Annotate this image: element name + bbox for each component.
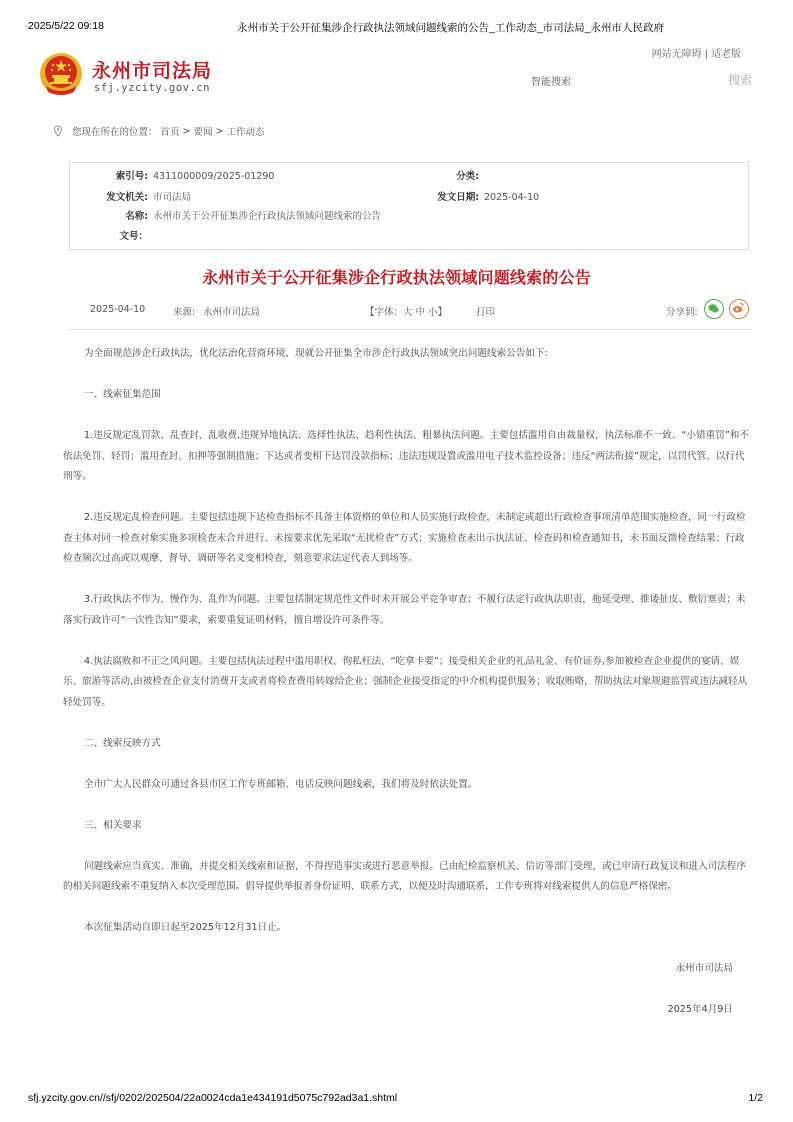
top-links	[652, 45, 741, 60]
site-logo[interactable]	[38, 52, 238, 102]
share-wechat-button[interactable]	[704, 299, 724, 319]
font-size-control	[365, 304, 447, 318]
print-button[interactable]: 打印	[476, 307, 496, 318]
closing-paragraph: 本次征集活动自即日起至2025年12月31日止。	[84, 922, 287, 933]
font-small-button[interactable]: 小	[428, 307, 438, 318]
font-size-label: 【字体：	[365, 307, 404, 318]
accessibility-link[interactable]: 网站无障碍	[651, 49, 702, 60]
print-url: sfj.yzcity.gov.cn//sfj/0202/202504/22a0024cda1e434191d5075c792ad3a1.shtml	[28, 1092, 398, 1104]
share-label: 分享到:	[666, 307, 698, 318]
print-header	[0, 20, 793, 36]
section-heading: 一、线索征集范围	[84, 389, 161, 400]
issuer-value: 市司法局	[153, 192, 192, 203]
font-large-button[interactable]: 大	[403, 307, 413, 318]
article-title: 永州市关于公开征集涉企行政执法领域问题线索的公告	[202, 268, 591, 287]
source-value: 永州市司法局	[203, 307, 261, 318]
item-paragraph: 4.执法腐败和不正之风问题。主要包括执法过程中滥用职权、徇私枉法、“吃拿卡要”；接受相关企业的礼品礼金、有价证券,参加被检查企业提供的宴请、娱乐、旅游等活动,由被检查企业支付消费开支或者将检查费用转嫁给企业；强制企业接受指定的中介机构提供服务；收取贿赂，帮助执法对象规避监管或违法减轻从轻处罚等。	[63, 655, 748, 708]
item-paragraph: 3.行政执法不作为、慢作为、乱作为问题。主要包括制定规范性文件时未开展公平竞争审查；不履行法定行政执法职责，拖延受理、推诿扯皮、敷衍塞责；未落实行政许可“一次性告知”要求，索要重复证明材料，擅自增设许可条件等。	[63, 594, 746, 626]
issuer-label: 发文机关:	[106, 192, 148, 203]
section-heading: 三、相关要求	[84, 819, 142, 831]
search-button[interactable]: 搜索	[728, 73, 753, 87]
sign-date: 2025年4月9日	[667, 1004, 733, 1015]
document-meta-box	[69, 162, 749, 250]
print-page-title: 永州市关于公开征集涉企行政执法领域问题线索的公告_工作动态_市司法局_永州市人民政府	[237, 22, 665, 34]
issue-date-label: 发文日期:	[437, 192, 479, 203]
share-weibo-button[interactable]	[729, 299, 749, 319]
location-pin-icon	[53, 125, 63, 137]
signature: 永州市司法局	[675, 963, 733, 974]
elderly-mode-link[interactable]: 适老版	[711, 49, 741, 60]
item-paragraph: 2.违反规定乱检查问题。主要包括违规下达检查指标不具备主体资格的单位和人员实施行政检查，未制定或超出行政检查事项清单范围实施检查，同一行政检查主体对同一检查对象实施多项检查未合并进行、未按要求优先采取“无扰检查”方式；实施检查未出示执法证、检查码和检查通知书，未书面反馈检查结果；行政检查频次过高或以观摩、督导、调研等名义变相检查，刻意要求法定代表人到场等。	[63, 512, 746, 564]
print-timestamp: 2025/5/22 09:18	[28, 20, 104, 32]
item-paragraph: 1.违反规定乱罚款、乱查封、乱收费,违规异地执法、选择性执法、趋利性执法、粗暴执法问题。主要包括滥用自由裁量权，执法标准不一致、“小错重罚”和不依法免罚、轻罚；滥用查封、扣押等强制措施；下达或者变相下达罚没款指标；违法违规设置或滥用电子技术监控设备；违反“两法衔接”规定，以罚代管、以行代刑等。	[63, 430, 749, 482]
article-info-bar	[69, 296, 753, 330]
page-number: 1/2	[748, 1092, 763, 1104]
index-number-value: 4311000009/2025-01290	[153, 171, 275, 182]
site-domain: sfj.yzcity.gov.cn	[94, 82, 210, 94]
source-label: 来源:	[173, 307, 196, 318]
section-paragraph: 问题线索应当真实、准确，并提交相关线索和证据，不得捏造事实或进行恶意举报。已由纪检监察机关、信访等部门受理，或已申请行政复议和进入司法程序的相关问题线索不重复纳入本次受理范围。倡导提供举报者身份证明、联系方式，以便及时沟通联系，工作专班将对线索提供人的信息严格保密。	[63, 860, 746, 892]
breadcrumb	[53, 124, 265, 138]
intro-paragraph: 为全面规范涉企行政执法，优化法治化营商环境，现就公开征集全市涉企行政执法领域突出问题线索公告如下:	[84, 348, 548, 359]
breadcrumb-item-work-updates[interactable]: 工作动态	[226, 127, 265, 138]
section-heading: 二、线索反映方式	[84, 737, 161, 749]
search-input[interactable]	[575, 68, 715, 88]
weibo-icon	[730, 300, 747, 317]
link-separator: |	[704, 49, 708, 60]
breadcrumb-item-home[interactable]: 首页	[160, 127, 180, 138]
font-medium-button[interactable]: 中	[415, 307, 426, 318]
breadcrumb-prefix: 您现在所在的位置：	[72, 127, 158, 138]
article-content	[63, 344, 753, 1021]
breadcrumb-item-news[interactable]: 要闻	[193, 127, 213, 138]
search-label: 智能搜索	[531, 77, 571, 88]
site-name: 永州市司法局	[92, 60, 213, 82]
issue-date-value: 2025-04-10	[484, 192, 540, 203]
section-paragraph: 全市广大人民群众可通过各县市区工作专班邮箱、电话反映问题线索，我们将及时依法处置。	[84, 778, 478, 790]
index-number-label: 索引号:	[115, 171, 148, 182]
article-date: 2025-04-10	[90, 304, 146, 315]
font-size-close: 】	[437, 307, 448, 318]
breadcrumb-separator: >	[215, 125, 224, 137]
doc-name-label: 名称:	[125, 211, 148, 222]
breadcrumb-separator: >	[182, 125, 191, 137]
wechat-icon	[705, 300, 722, 317]
national-emblem-icon	[38, 52, 84, 98]
doc-name-value: 永州市关于公开征集涉企行政执法领域问题线索的公告	[153, 211, 382, 222]
category-label: 分类:	[456, 171, 479, 182]
doc-number-label: 文号：	[119, 231, 148, 242]
